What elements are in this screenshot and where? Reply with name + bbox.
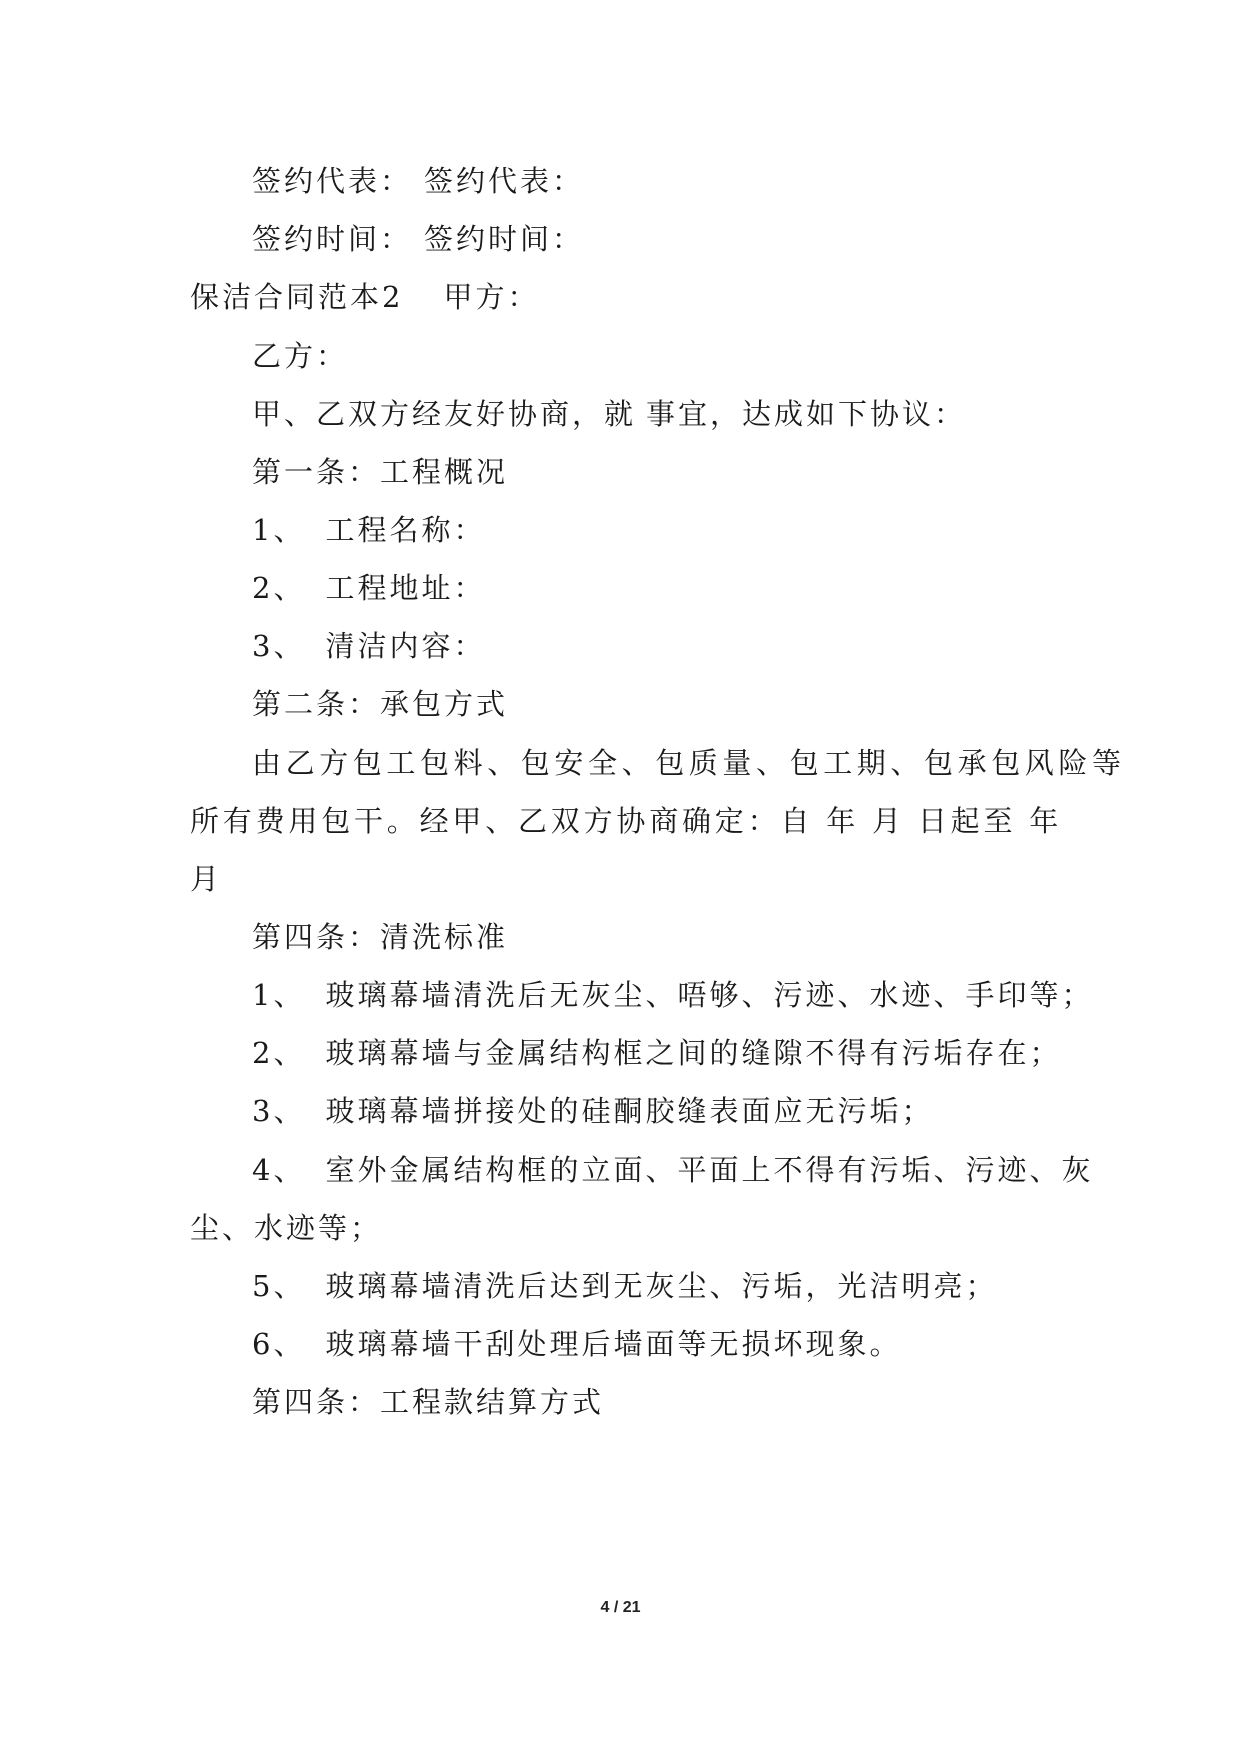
text-segment: 甲方： [443,280,540,314]
list-item [252,1326,901,1362]
list-number: 3、 [252,1094,306,1128]
list-number: 4、 [252,1153,306,1187]
article-heading: 第四条：清洗标准 [252,920,509,954]
list-number: 1、 [252,978,306,1012]
agreement-intro [252,396,966,432]
text-segment: 签约代表： [252,164,413,198]
list-text: 玻璃幕墙清洗后达到无灰尘、污垢，光洁明亮； [325,1269,998,1303]
list-text: 玻璃幕墙干刮处理后墙面等无损坏现象。 [325,1327,902,1361]
list-number: 6、 [252,1327,306,1361]
list-item [252,977,1093,1013]
list-text: 工程地址： [325,571,486,605]
list-text: 工程名称： [325,513,486,547]
list-text: 玻璃幕墙与金属结构框之间的缝隙不得有污垢存在； [325,1036,1062,1070]
list-text: 清洁内容： [325,629,486,663]
list-item [252,1152,1093,1188]
contract-sample-heading [190,279,539,315]
text-segment: 甲、乙双方经友好协商，就 [252,397,637,431]
page-number: 4 / 21 [600,1599,641,1616]
list-item [252,628,485,664]
article-heading: 第四条：工程款结算方式 [252,1385,605,1419]
paragraph-line: 尘、水迹等； [190,1211,383,1245]
article-heading: 第一条：工程概况 [252,455,509,489]
text-segment: 事宜，达成如下协议： [646,397,967,431]
paragraph-line: 由乙方包工包料、包安全、包质量、包工期、包承包风险等 [252,746,1126,780]
text-segment: 保洁合同范本2 [190,280,404,314]
text-segment: 签约时间： [252,222,413,256]
list-text: 玻璃幕墙清洗后无灰尘、唔够、污迹、水迹、手印等； [325,978,1094,1012]
party-b-line: 乙方： [252,339,349,373]
list-number: 2、 [252,571,306,605]
article-heading: 第二条：承包方式 [252,687,509,721]
list-number: 5、 [252,1269,306,1303]
list-item [252,512,485,548]
list-number: 1、 [252,513,306,547]
signing-time-line [252,221,584,257]
list-item [252,1268,997,1304]
list-number: 2、 [252,1036,306,1070]
text-segment: 签约时间： [424,222,585,256]
text-segment: 签约代表： [424,164,585,198]
list-text: 玻璃幕墙拼接处的硅酮胶缝表面应无污垢； [325,1094,934,1128]
list-item [252,1035,1061,1071]
paragraph-line: 月 [190,862,223,896]
paragraph-line: 所有费用包干。经甲、乙双方协商确定：自 年 月 日起至 年 [190,804,1063,838]
list-item [252,1093,933,1129]
list-number: 3、 [252,629,306,663]
list-text: 室外金属结构框的立面、平面上不得有污垢、污迹、灰 [325,1153,1094,1187]
list-item [252,570,485,606]
signatory-representative-line [252,163,584,199]
